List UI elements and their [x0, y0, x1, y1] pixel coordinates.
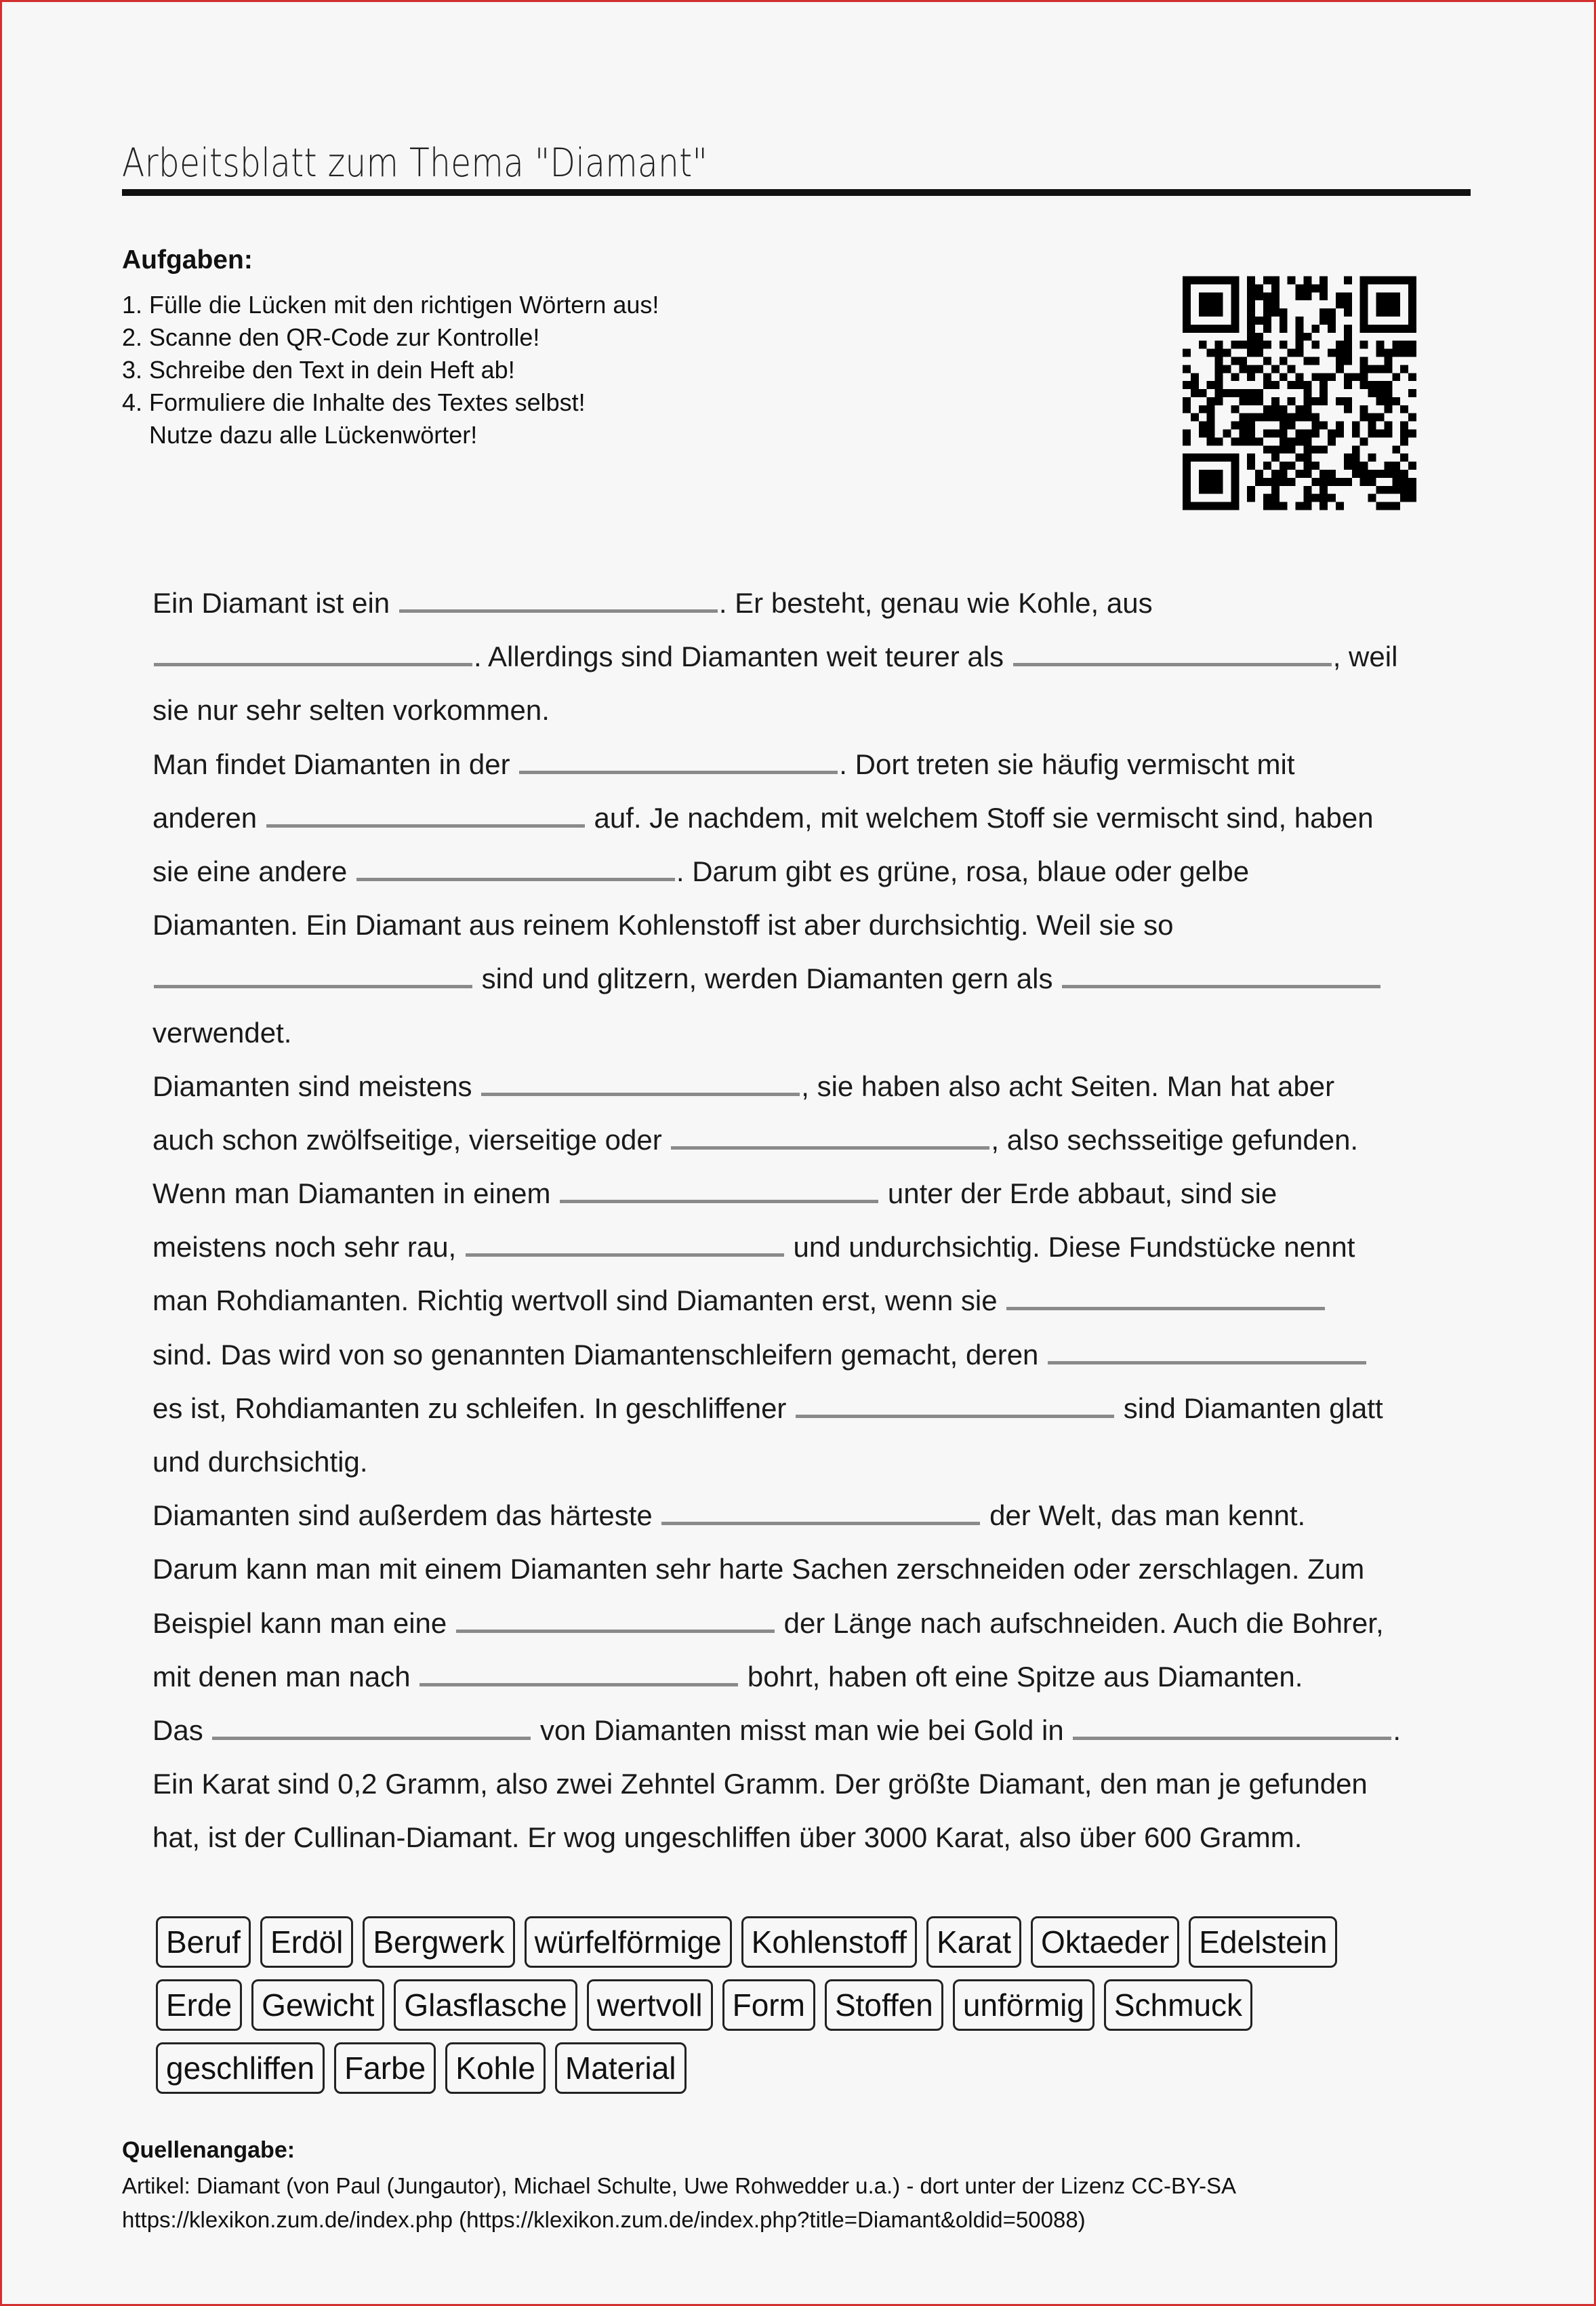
cloze-text-segment: Wenn man Diamanten in einem — [152, 1177, 559, 1210]
cloze-line — [152, 898, 1447, 952]
cloze-text-segment: auch schon zwölfseitige, vierseitige oder — [152, 1123, 670, 1156]
blank-gap[interactable] — [420, 1666, 738, 1686]
word-chip[interactable]: Glasflasche — [394, 1979, 577, 2031]
cloze-text-segment: . Dort treten sie häufig vermischt mit — [839, 748, 1295, 780]
cloze-text-segment: . Allerdings sind Diamanten weit teurer als — [474, 641, 1012, 673]
word-chip[interactable]: Material — [555, 2042, 687, 2094]
cloze-line — [152, 791, 1447, 845]
cloze-text — [152, 576, 1447, 1865]
blank-gap[interactable] — [212, 1720, 531, 1740]
word-chip[interactable]: würfelförmige — [525, 1916, 732, 1968]
cloze-text-segment: , sie haben also acht Seiten. Man hat aber — [801, 1070, 1335, 1102]
qr-code-icon — [1183, 271, 1416, 515]
cloze-text-segment: verwendet. — [152, 1016, 292, 1049]
cloze-line — [152, 1113, 1447, 1167]
cloze-text-segment: hat, ist der Cullinan-Diamant. Er wog ungeschliffen über 3000 Karat, also über 600 Gramm. — [152, 1821, 1303, 1854]
cloze-text-segment: sie nur sehr selten vorkommen. — [152, 694, 550, 727]
cloze-line — [152, 737, 1447, 791]
word-chip[interactable]: Karat — [926, 1916, 1021, 1968]
cloze-line — [152, 1596, 1447, 1650]
blank-gap[interactable] — [1073, 1720, 1391, 1740]
blank-gap[interactable] — [154, 968, 472, 988]
cloze-line — [152, 630, 1447, 683]
task-item: 4. Formuliere die Inhalte des Textes selbst! — [122, 388, 586, 416]
cloze-text-segment: sind Diamanten glatt — [1116, 1392, 1383, 1424]
blank-gap[interactable] — [796, 1398, 1114, 1418]
cloze-line — [152, 683, 1447, 737]
word-chip[interactable]: Beruf — [156, 1916, 251, 1968]
blank-gap[interactable] — [1013, 646, 1332, 666]
word-bank-row — [156, 1979, 1444, 2031]
word-bank-row — [156, 2042, 1444, 2094]
cloze-text-segment: mit denen man nach — [152, 1660, 419, 1693]
cloze-text-segment: der Welt, das man kennt. — [981, 1499, 1306, 1532]
cloze-line — [152, 952, 1447, 1005]
cloze-text-segment: anderen — [152, 801, 265, 834]
word-chip[interactable]: Gewicht — [251, 1979, 384, 2031]
word-chip[interactable]: unförmig — [953, 1979, 1094, 2031]
cloze-text-segment: der Länge nach aufschneiden. Auch die Bohrer, — [775, 1606, 1384, 1639]
word-bank — [156, 1916, 1444, 2105]
sources-heading: Quellenangabe: — [122, 2137, 295, 2163]
cloze-text-segment: es ist, Rohdiamanten zu schleifen. In geschliffener — [152, 1392, 795, 1424]
blank-gap[interactable] — [661, 1505, 980, 1525]
blank-gap[interactable] — [356, 861, 675, 881]
cloze-text-segment: . Er besteht, genau wie Kohle, aus — [718, 587, 1153, 619]
cloze-text-segment: Diamanten sind meistens — [152, 1070, 480, 1102]
task-list — [122, 289, 659, 451]
cloze-line — [152, 1650, 1447, 1703]
cloze-text-segment: sind und glitzern, werden Diamanten gern als — [474, 963, 1061, 995]
blank-gap[interactable] — [671, 1129, 989, 1150]
cloze-text-segment: sind. Das wird von so genannten Diamantenschleifern gemacht, deren — [152, 1338, 1047, 1371]
cloze-line — [152, 1489, 1447, 1542]
task-item: 1. Fülle die Lücken mit den richtigen Wörtern aus! — [122, 291, 659, 319]
word-chip[interactable]: Bergwerk — [363, 1916, 514, 1968]
word-bank-row — [156, 1916, 1444, 1968]
page-title: Arbeitsblatt zum Thema "Diamant" — [122, 140, 708, 186]
word-chip[interactable]: wertvoll — [587, 1979, 713, 2031]
word-chip[interactable]: Edelstein — [1189, 1916, 1337, 1968]
cloze-text-segment: Beispiel kann man eine — [152, 1606, 455, 1639]
word-chip[interactable]: Oktaeder — [1031, 1916, 1179, 1968]
cloze-line — [152, 1328, 1447, 1381]
task-item: 2. Scanne den QR-Code zur Kontrolle! — [122, 323, 540, 351]
cloze-line — [152, 576, 1447, 630]
cloze-text-segment: sie eine andere — [152, 855, 355, 887]
word-chip[interactable]: geschliffen — [156, 2042, 325, 2094]
word-chip[interactable]: Kohle — [445, 2042, 546, 2094]
cloze-text-segment: unter der Erde abbaut, sind sie — [880, 1177, 1277, 1210]
title-underline — [122, 189, 1471, 196]
cloze-line — [152, 1274, 1447, 1327]
blank-gap[interactable] — [1048, 1344, 1366, 1364]
cloze-text-segment: . Darum gibt es grüne, rosa, blaue oder gelbe — [676, 855, 1250, 887]
word-chip[interactable]: Erde — [156, 1979, 242, 2031]
cloze-line — [152, 1435, 1447, 1489]
cloze-text-segment: Man findet Diamanten in der — [152, 748, 518, 780]
cloze-line — [152, 1167, 1447, 1220]
cloze-text-segment: . — [1393, 1714, 1401, 1746]
cloze-line — [152, 1542, 1447, 1596]
blank-gap[interactable] — [266, 807, 585, 828]
blank-gap[interactable] — [1062, 968, 1380, 988]
cloze-line — [152, 1059, 1447, 1113]
source-line: https://klexikon.zum.de/index.php (https://klexikon.zum.de/index.php?title=Diamant&oldid=50088) — [122, 2207, 1086, 2232]
cloze-text-segment: man Rohdiamanten. Richtig wertvoll sind Diamanten erst, wenn sie — [152, 1285, 1006, 1317]
cloze-line — [152, 1811, 1447, 1864]
cloze-line — [152, 1006, 1447, 1059]
cloze-text-segment: Darum kann man mit einem Diamanten sehr harte Sachen zerschneiden oder zerschlagen. Zum — [152, 1553, 1365, 1585]
word-chip[interactable]: Erdöl — [260, 1916, 353, 1968]
source-line: Artikel: Diamant (von Paul (Jungautor), Michael Schulte, Uwe Rohwedder u.a.) - dort unter der Lizenz CC-BY-SA — [122, 2173, 1237, 2198]
cloze-line — [152, 1757, 1447, 1811]
cloze-line — [152, 1220, 1447, 1274]
blank-gap[interactable] — [519, 754, 838, 774]
cloze-text-segment: Diamanten sind außerdem das härteste — [152, 1499, 661, 1532]
cloze-line — [152, 845, 1447, 898]
blank-gap[interactable] — [154, 646, 472, 666]
tasks-heading: Aufgaben: — [122, 245, 253, 275]
word-chip[interactable]: Schmuck — [1104, 1979, 1252, 2031]
blank-gap[interactable] — [456, 1613, 775, 1633]
cloze-text-segment: , also sechsseitige gefunden. — [991, 1123, 1359, 1156]
cloze-line — [152, 1381, 1447, 1435]
cloze-text-segment: auf. Je nachdem, mit welchem Stoff sie vermischt sind, haben — [586, 801, 1374, 834]
word-chip[interactable]: Farbe — [334, 2042, 436, 2094]
cloze-text-segment: Ein Diamant ist ein — [152, 587, 398, 619]
cloze-text-segment: und undurchsichtig. Diese Fundstücke nennt — [785, 1231, 1355, 1263]
blank-gap[interactable] — [399, 592, 718, 613]
word-chip[interactable]: Form — [722, 1979, 815, 2031]
cloze-text-segment: meistens noch sehr rau, — [152, 1231, 464, 1263]
cloze-line — [152, 1703, 1447, 1757]
cloze-text-segment: Das — [152, 1714, 211, 1746]
cloze-text-segment: , weil — [1332, 641, 1398, 673]
cloze-text-segment: Ein Karat sind 0,2 Gramm, also zwei Zehntel Gramm. Der größte Diamant, den man je gefunden — [152, 1768, 1368, 1800]
task-item: 3. Schreibe den Text in dein Heft ab! — [122, 356, 515, 384]
cloze-text-segment: und durchsichtig. — [152, 1446, 368, 1478]
cloze-text-segment: bohrt, haben oft eine Spitze aus Diamanten. — [739, 1660, 1303, 1693]
blank-gap[interactable] — [1006, 1290, 1325, 1310]
cloze-text-segment: Diamanten. Ein Diamant aus reinem Kohlenstoff ist aber durchsichtig. Weil sie so — [152, 909, 1174, 942]
task-item: Nutze dazu alle Lückenwörter! — [122, 421, 478, 449]
blank-gap[interactable] — [481, 1076, 800, 1096]
cloze-text-segment: von Diamanten misst man wie bei Gold in — [532, 1714, 1072, 1746]
word-chip[interactable]: Stoffen — [825, 1979, 943, 2031]
blank-gap[interactable] — [560, 1183, 878, 1203]
blank-gap[interactable] — [466, 1236, 784, 1257]
word-chip[interactable]: Kohlenstoff — [741, 1916, 917, 1968]
